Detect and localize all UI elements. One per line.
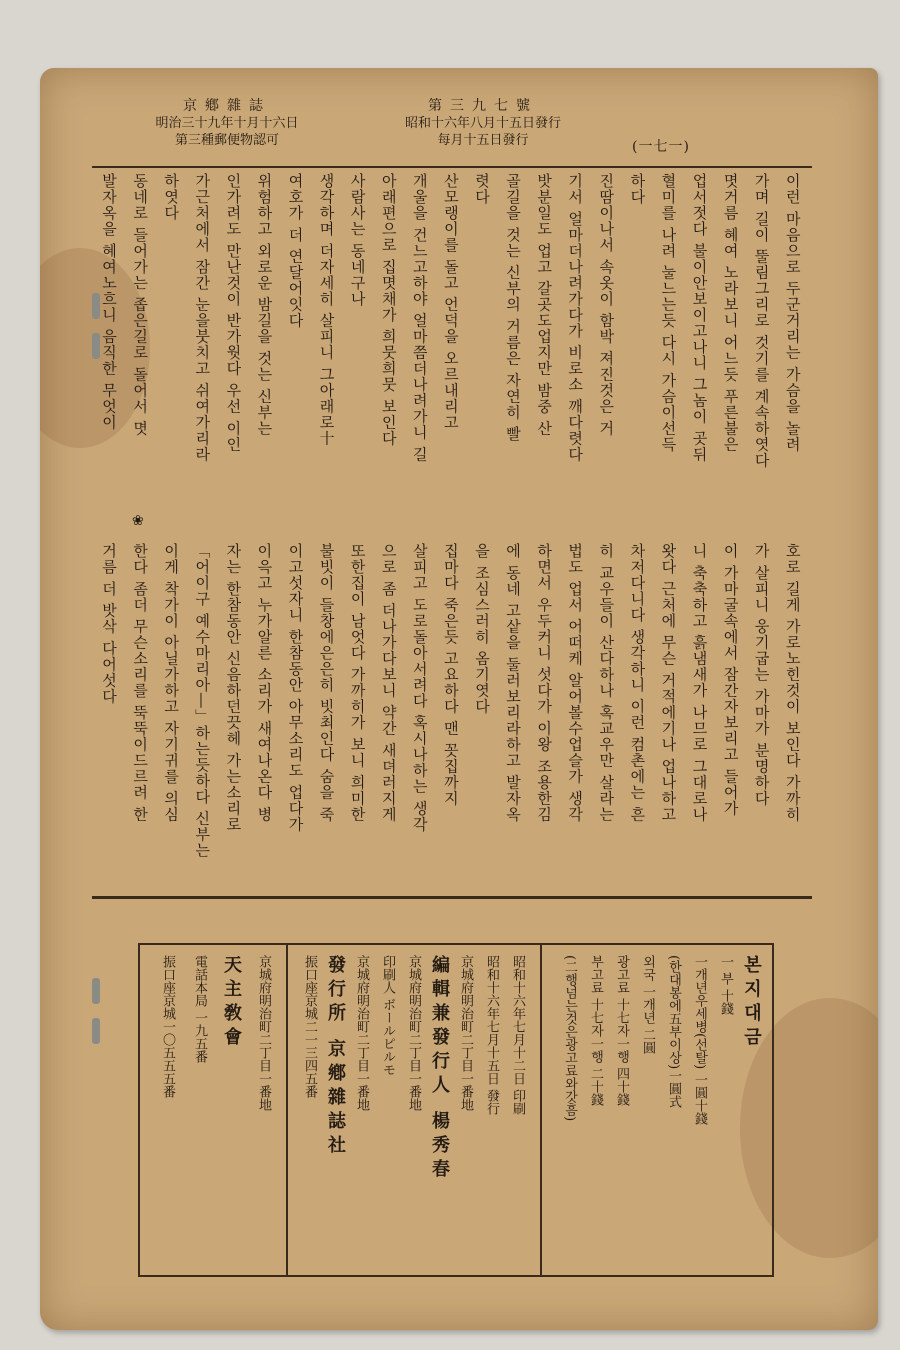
header-issue-info (378, 98, 588, 149)
text-column: 기서 얼마더나려가다가 비로소 깨다렷다 (566, 173, 585, 463)
magazine-page (40, 68, 878, 1330)
page-header (40, 68, 878, 158)
binding-staple (92, 333, 100, 359)
postal-permit: 第三種郵便物認可 (174, 133, 279, 148)
text-column: 진땀이나서 속옷이 함박 져진것은 거 (597, 173, 616, 437)
text-column: 생각하며 더자세히 살피니 그아래로十 (317, 173, 336, 447)
binding-staple (92, 293, 100, 319)
text-column: 업서젓다 불이안보이고나니 그놈이 곳뒤 (690, 173, 709, 463)
text-column: 차저다니다 생각하니 이런 컴촌에는 흔 (628, 543, 647, 823)
price-line: (한대봉에五부이상)一圓式 (666, 955, 681, 1109)
issue-number: 第三九七號 (428, 98, 538, 114)
publisher-line: 電話本局 一九五番 (192, 955, 207, 1064)
text-column: 사람사는 동네구나 (348, 173, 367, 307)
page-number: (一七一) (632, 139, 690, 155)
text-column: 이게 착가이 아닐가하고 자기귀를 의심 (162, 543, 181, 823)
colophon-box (138, 943, 774, 1277)
registration-date: 明治三十九年十月十六日 (155, 116, 299, 131)
price-line: 一 부 十錢 (718, 955, 733, 1016)
publisher-section (140, 945, 286, 1275)
text-column: 또한집이 남엇다 가까히가 보니 희미한 (348, 543, 367, 823)
text-column: 자는 한참동안 신음하던끗헤 가는소리로 (224, 543, 243, 833)
price-line: 一개년우세병(선탈) 一圓十錢 (692, 955, 707, 1126)
publication-line: 發行所 京鄕雜誌社 (325, 955, 346, 1160)
text-column: 인가려도 만난것이 반가웟다 우선 이인 (224, 173, 243, 453)
header-magazine-info (132, 98, 322, 149)
price-line: 부고료 十七자一행 二十錢 (588, 955, 603, 1107)
issue-frequency: 每月十五日發行 (437, 133, 529, 148)
text-column: 이윽고 누가알른 소리가 새여나온다 병 (255, 543, 274, 823)
text-column: 이런 마음으로 두군거리는 가슴을 놀려 (783, 173, 802, 453)
publisher-line: 振口座京城一〇五五五番 (160, 955, 175, 1098)
publication-line: 京城府明治町二丁目一番地 (354, 955, 369, 1111)
text-column: 한다 좀더 무슨소리를 뚝뚝이드르려 한 (131, 543, 150, 823)
text-column: 하면서 우두커니 섯다가 이왕 조용한김 (535, 543, 554, 823)
text-column: 하엿다 (162, 173, 181, 221)
header-divider (92, 166, 812, 168)
text-column: 몃거름 혜여 노라보니 어느듯 푸른불은 (721, 173, 740, 453)
colophon-divider (92, 896, 812, 899)
text-column: 가 살피니 웅기굽는 가마가 분명하다 (752, 543, 771, 807)
publisher-line: 京城府明治町二丁目一番地 (256, 955, 271, 1111)
text-column: 아래편으로 집몃채가 희뭇희뭇 보인다 (379, 173, 398, 447)
text-column: 개울을 건느고하야 얼마쯤더나려가니 길 (410, 173, 429, 463)
text-column: 이 가마굴속에서 잠간자보리고 들어가 (721, 543, 740, 817)
text-column: 밧분일도 업고 갈곳도업지만 밤중 산 (535, 173, 554, 437)
text-column: 동네로 들어가는 좁은길로 돌어서 몃 (131, 173, 150, 437)
price-section (540, 945, 772, 1275)
text-column: 이고섯자니 한참동안 아무소리도 업다가 (286, 543, 305, 833)
text-column: 혈미를 나려 눌느는듯 다시 가슴이선득 (659, 173, 678, 453)
binding-staple (92, 978, 100, 1004)
binding-staple (92, 1018, 100, 1044)
publication-line: 京城府明治町二丁目一番地 (406, 955, 421, 1111)
text-column: 호로 길게 가로노힌것이 보인다 가까히 (783, 543, 802, 823)
price-line: (二행넘는것은광고료와갓흠) (562, 955, 577, 1122)
text-column: 「어이구 예수마리아―」하는듯하다 신부는 (193, 543, 212, 859)
publication-line: 京城府明治町二丁目一番地 (458, 955, 473, 1111)
text-column: 산모랭이를 돌고 언덕을 오르내리고 (441, 173, 460, 431)
publication-line: 印刷人 ボールピルモ (380, 955, 395, 1077)
publication-line: 昭和十六年七月十五日 發行 (484, 955, 499, 1116)
text-column: 가며 길이 뚤림그리로 것기를 계속하엿다 (752, 173, 771, 469)
issue-date: 昭和十六年八月十五日發行 (404, 116, 561, 131)
text-column: 발자옥을 혜여노흐니 음직한 무엇이 (100, 173, 118, 431)
flower-ornament: ❀ (132, 513, 144, 529)
price-line: 광고료 十七자一행 四十錢 (614, 955, 629, 1107)
text-column: 불빗이 들창에은은히 빗최인다 숨을 죽 (317, 543, 336, 823)
text-column: 거름 더 밧삭 다어섯다 (100, 543, 118, 705)
publication-line: 編輯兼發行人 楊秀春 (429, 955, 450, 1184)
text-column: 에 동네 고샅을 둘러보리라하고 발자옥 (504, 543, 523, 823)
text-column: 살피고 도로돌아서려다 혹시나하는 생각 (410, 543, 429, 833)
text-column: 여호가 더 연달어잇다 (286, 173, 305, 329)
text-column: 왓다 근처에 무슨 거적에기나 업나하고 (659, 543, 678, 823)
text-column: 니 축축하고 흙냄새가 나므로 그대로나 (690, 543, 709, 823)
publication-section (286, 945, 540, 1275)
text-column: 가근처에서 잠간 눈을붓치고 쉬여가리라 (193, 173, 212, 463)
price-line: 본지대금 (741, 955, 762, 1051)
text-column: 법도 업서 어떠케 알어볼수업슬가 생각 (566, 543, 585, 823)
text-column: 위험하고 외로운 밤길을 것는 신부는 (255, 173, 274, 437)
text-column: 렷다 (472, 173, 491, 205)
text-column: 골길을 것는 신부의 거름은 자연히 빨 (504, 173, 523, 442)
article-text-bottom (98, 543, 804, 883)
publication-line: 振口座京城二一三四五番 (302, 955, 317, 1098)
price-line: 외국 一개년 二圓 (640, 955, 655, 1055)
publisher-line: 天主敎會 (221, 955, 242, 1051)
text-column: 집마다 죽은듯 고요하다 맨 꼿집까지 (441, 543, 460, 807)
magazine-title: 京鄕雜誌 (183, 98, 271, 114)
article-text-top (98, 173, 804, 533)
text-column: 을 조심스러히 옴기엿다 (472, 543, 491, 715)
publication-line: 昭和十六年七月十二日 印刷 (510, 955, 525, 1116)
text-column: 하다 (628, 173, 647, 205)
text-column: 히 교우들이 산다하나 혹교우만 살라는 (597, 543, 616, 823)
text-column: 으로 좀 더나가다보니 약간 새뎌러지게 (379, 543, 398, 823)
